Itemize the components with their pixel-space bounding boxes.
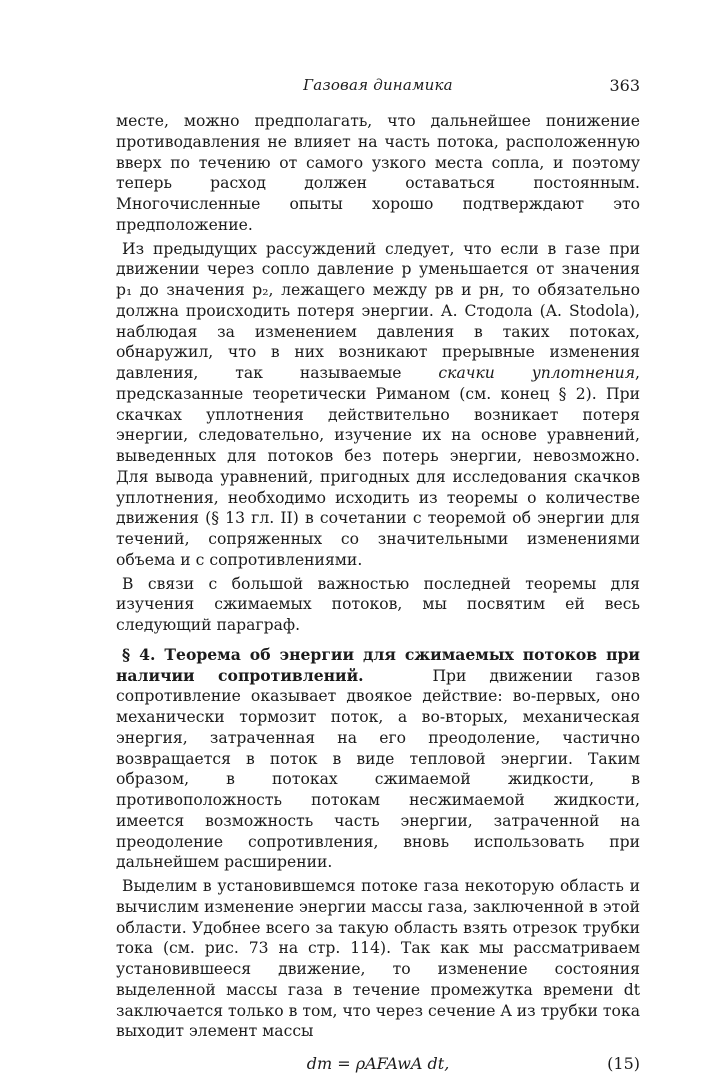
equation-number: (15) bbox=[607, 1054, 640, 1073]
paragraph-shock-text-start: Из предыдущих рассуждений следует, что если в газе при движении через сопло давление p уменьшается от значения p₁ до значения p₂, лежащего между pв и pн, то обязательно должна происходить потеря энергии. А. Стодола (A. Stodola), наблюдая за изменением давления в таких потоках, обнаружил, что в них возникают прерывные изменения давления, так называемые bbox=[116, 239, 640, 382]
paragraph-shock-text-end: , предсказанные теоретически Риманом (см. конец § 2). При скачках уплотнения действительно возникает потеря энергии, следовательно, изучение их на основе уравнений, выведенных для потоков без потерь энергии, невозможно. Для вывода уравнений, пригодных для исследования скачков уплотнения, необходимо исходить из теоремы о количестве движения (§ 13 гл. II) в сочетании с теоремой об энергии для течений, сопряженных со значительными изменениями объема и с сопротивлениями. bbox=[116, 364, 640, 569]
term-shock-waves: скачки уплотнения bbox=[438, 364, 636, 382]
section-4 bbox=[116, 645, 640, 873]
paragraph-continuation: месте, можно предполагать, что дальнейшее понижение противодавления не влияет на часть потока, расположенную вверх по течению от самого узкого места сопла, и поэтому теперь расход должен оставаться постоянным. Многочисленные опыты хорошо подтверждают это предположение. bbox=[116, 112, 640, 234]
page-number: 363 bbox=[609, 76, 640, 95]
page-header bbox=[116, 76, 640, 98]
equation-15 bbox=[116, 1054, 640, 1078]
section-text: При движении газов сопротивление оказывает двоякое действие: во-первых, оно механически тормозит поток, а во-вторых, механическая энергия, затраченная на его преодоление, частично возвращается в поток в виде тепловой энергии. Таким образом, в потоках сжимаемой жидкости, в противоположность потокам несжимаемой жидкости, имеется возможность часть энергии, затраченной на преодоление сопротивления, вновь использовать при дальнейшем расширении. bbox=[116, 666, 640, 872]
paragraph-stream-tube: Выделим в установившемся потоке газа некоторую область и вычислим изменение энергии массы газа, заключенной в этой области. Удобнее всего за такую область взять отрезок трубки тока (см. рис. 73 на стр. 114). Так как мы рассматриваем установившееся движение, то изменение состояния выделенной массы газа в течение промежутка времени dt заключается только в том, что через сечение A из трубки тока выходит элемент массы bbox=[116, 877, 640, 1041]
section-heading: § 4. Теорема об энергии для сжимаемых потоков при наличии сопротивлений. bbox=[116, 644, 640, 685]
paragraph-shock-waves bbox=[116, 239, 640, 571]
paragraph-next-section-note: В связи с большой важностью последней теоремы для изучения сжимаемых потоков, мы посвятим ей весь следующий параграф. bbox=[116, 574, 640, 634]
page-body bbox=[116, 111, 640, 1078]
equation-body: dm = ρAFAwA dt, bbox=[306, 1054, 450, 1073]
running-title: Газовая динамика bbox=[303, 76, 453, 94]
